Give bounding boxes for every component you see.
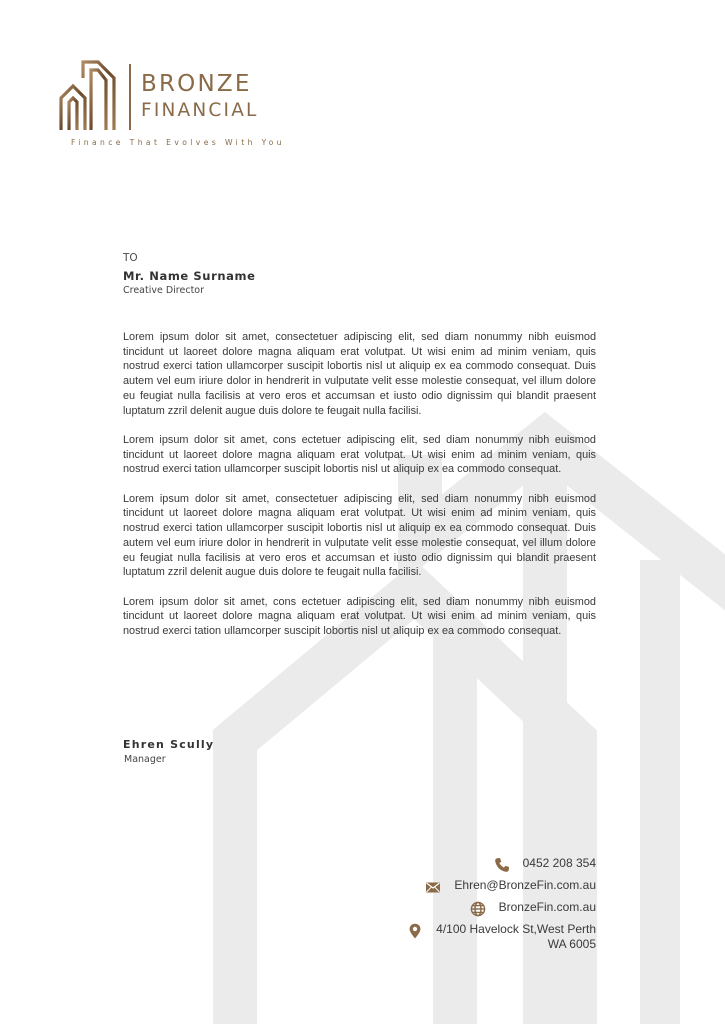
contact-email xyxy=(425,878,596,895)
signer-name: Ehren Scully xyxy=(123,738,215,751)
email-link[interactable]: Ehren@BronzeFin.com.au xyxy=(454,878,596,892)
website-link[interactable]: BronzeFin.com.au xyxy=(498,900,596,914)
envelope-icon xyxy=(425,879,441,895)
building-logo-icon xyxy=(58,58,120,132)
location-pin-icon xyxy=(407,923,423,939)
letter-body xyxy=(123,330,596,653)
recipient-name: Mr. Name Surname xyxy=(123,269,256,283)
contact-website xyxy=(470,900,596,917)
recipient-title: Creative Director xyxy=(123,285,205,296)
globe-icon xyxy=(470,901,486,917)
contact-address xyxy=(407,922,596,952)
to-label: TO xyxy=(123,252,138,264)
body-paragraph: Lorem ipsum dolor sit amet, cons ectetuer adipiscing elit, sed diam nonummy nibh euismod tincidunt ut laoreet dolore magna aliquam erat volutpat. Ut wisi enim ad minim veniam, quis nostrud exerci tation ullamcorper suscipit lobortis nisl ut aliquip ex ea commodo consequat. xyxy=(123,433,596,476)
body-paragraph: Lorem ipsum dolor sit amet, consectetuer adipiscing elit, sed diam nonummy nibh euismod tincidunt ut laoreet dolore magna aliquam erat volutpat. Ut wisi enim ad minim veniam, quis nostrud exerci tation ullamcorper suscipit lobortis nisl ut aliquip ex ea commodo consequat. Duis autem vel eum iriure dolor in hendrerit in vulputate velit esse molestie consequat, vel illum dolore eu feugiat nulla facilisis at vero eros et accumsan et iusto odio dignissim qui blandit praesent luptatum zzril delenit augue duis dolore te feugait nulla facilisi. xyxy=(123,331,596,417)
brand-name-line1: BRONZE xyxy=(141,71,252,97)
signer-title: Manager xyxy=(124,754,166,765)
address-line1: 4/100 Havelock St,West Perth xyxy=(436,922,596,936)
recipient-block xyxy=(123,251,256,297)
brand-tagline: Finance That Evolves With You xyxy=(71,138,285,147)
signature-block xyxy=(123,738,214,766)
phone-number: 0452 208 354 xyxy=(522,856,596,870)
logo-divider xyxy=(129,64,131,130)
body-paragraph: Lorem ipsum dolor sit amet, consectetuer adipiscing elit, sed diam nonummy nibh euismod tincidunt ut laoreet dolore magna aliquam erat volutpat. Ut wisi enim ad minim veniam, quis nostrud exerci tation ullamcorper suscipit lobortis nisl ut aliquip ex ea commodo consequat. Duis autem vel eum iriure dolor in hendrerit in vulputate velit esse molestie consequat, vel illum dolore eu feugiat nulla facilisis at vero eros et accumsan et iusto odio dignissim qui blandit praesent luptatum zzril delenit augue duis dolore te feugait nulla facilisi. xyxy=(123,492,596,579)
address-line2: WA 6005 xyxy=(547,937,596,951)
contact-phone xyxy=(494,856,596,873)
body-paragraph: Lorem ipsum dolor sit amet, cons ectetuer adipiscing elit, sed diam nonummy nibh euismod tincidunt ut laoreet dolore magna aliquam erat volutpat. Ut wisi enim ad minim veniam, quis nostrud exerci tation ullamcorper suscipit lobortis nisl ut aliquip ex ea commodo consequat. xyxy=(123,595,596,638)
brand-name-line2: FINANCIAL xyxy=(141,100,259,121)
phone-icon xyxy=(494,857,510,873)
